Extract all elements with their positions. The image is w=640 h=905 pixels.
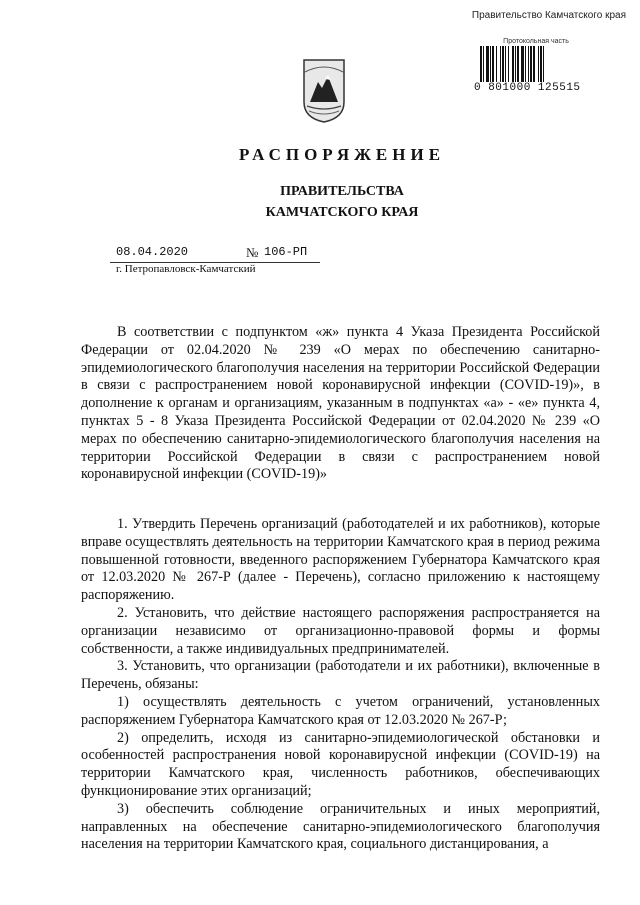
body-paragraph: 2. Установить, что действие настоящего распоряжения распространяется на организации независимо от организационно-правовой формы и формы собственности, а также индивидуальных предпринимателей. <box>81 604 600 657</box>
body-paragraph: 3) обеспечить соблюдение ограничительных и иных мероприятий, направленных на обеспечение санитарно-эпидемиологического благополучия населения на территории Камчатского края, социального дистанцирования, а <box>81 800 600 853</box>
barcode-bar <box>544 46 546 82</box>
document-title: РАСПОРЯЖЕНИЕ <box>238 145 446 164</box>
document-date: 08.04.2020 <box>116 245 189 259</box>
number-sign: № <box>246 245 259 260</box>
issuer-block <box>0 181 640 223</box>
body-block <box>81 516 600 854</box>
body-paragraph: 3. Установить, что организации (работодатели и их работники), включенные в Перечень, обязаны: <box>81 658 600 693</box>
barcode <box>480 46 592 82</box>
city-label: г. Петропавловск-Камчатский <box>116 263 256 275</box>
issuer-line-1: ПРАВИТЕЛЬСТВА <box>280 184 404 199</box>
body-paragraph: 2) определить, исходя из санитарно-эпидемиологической обстановки и особенностей распространения новой коронавирусной инфекции (COVID-19) на территории Камчатского края, численность работников, обеспечивающих функционирование этих организаций; <box>81 729 600 799</box>
date-number-line <box>110 244 320 263</box>
body-paragraph: 1. Утвердить Перечень организаций (работодателей и их работников), которые вправе осуществлять деятельность на территории Камчатского края в период режима повышенной готовности, введенного распоряжением Губернатора Камчатского края от 12.03.2020 № 267-Р (далее - Перечень), согласно приложению к настоящему распоряжению. <box>81 516 600 604</box>
document-number: 106-РП <box>264 245 308 259</box>
issuer-line-2: КАМЧАТСКОГО КРАЯ <box>265 205 419 220</box>
coat-of-arms-icon <box>302 58 346 124</box>
preamble-block <box>81 324 600 484</box>
stamp-part-label: Протокольная часть <box>503 38 569 45</box>
body-paragraph: 1) осуществлять деятельность с учетом ограничений, установленных распоряжением Губернатора Камчатского края от 12.03.2020 № 267-Р; <box>81 693 600 728</box>
organization-stamp: Правительство Камчатского края <box>471 10 626 21</box>
preamble-paragraph: В соответствии с подпунктом «ж» пункта 4 Указа Президента Российской Федерации от 02.04.2020 № 239 «О мерах по обеспечению санитарно-эпидемиологического благополучия населения на территории Российской Федерации в связи с распространением новой коронавирусной инфекции (COVID-19)», в дополнение к органам и организациям, указанным в подпунктах «а» - «е» пункта 4, пунктах 5 - 8 Указа Президента Российской Федерации от 02.04.2020 № 239 «О мерах по обеспечению санитарно-эпидемиологического благополучия населения на территории Российской Федерации в связи с распространением новой коронавирусной инфекции (COVID-19)» <box>81 324 600 483</box>
barcode-number: 0 801000 125515 <box>474 82 581 94</box>
